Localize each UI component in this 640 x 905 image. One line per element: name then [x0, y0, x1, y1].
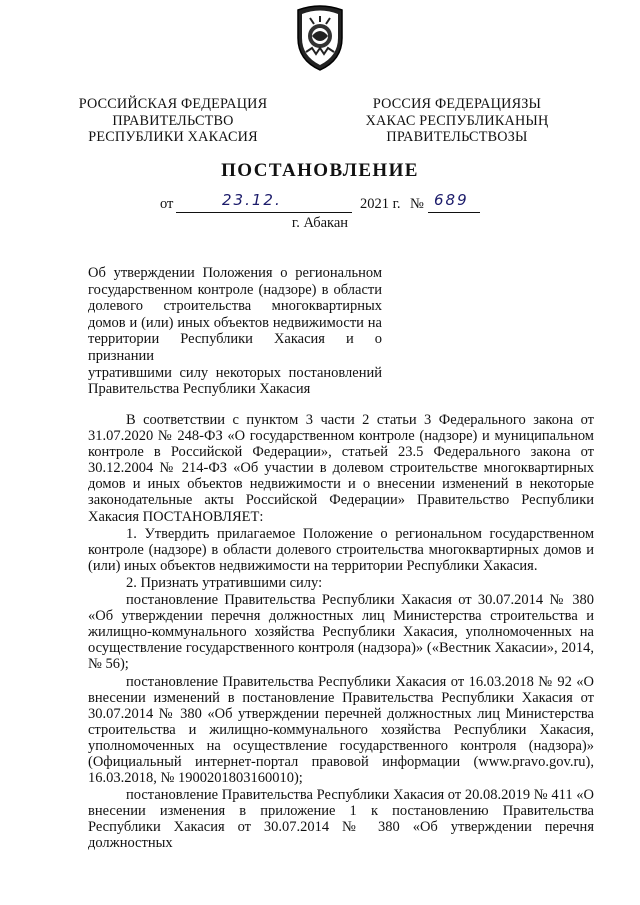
org-line: РОССИЯ ФЕДЕРАЦИЯЗЫ: [372, 96, 542, 112]
handwritten-number: 689: [434, 191, 469, 209]
city-label: г. Абакан: [291, 215, 349, 231]
body-paragraph: 2. Признать утратившими силу:: [126, 574, 323, 591]
subject-line: Правительства Республики Хакасия: [88, 381, 311, 398]
subject-line: Об утверждении Положения о региональном: [88, 265, 382, 281]
year-label: 2021 г.: [360, 196, 401, 212]
subject-line: долевого строительства многоквартирных: [88, 298, 382, 315]
body-paragraph: постановление Правительства Республики Хакасия от 20.08.2019 № 411 «О внесении изменения в приложение 1 к постановлению Правительства Республики Хакасия от 30.07.2014 № 380 «Об утверждении перечня должностных: [88, 787, 594, 852]
document-title: ПОСТАНОВЛЕНИЕ: [221, 160, 419, 181]
subject-line: домов и (или) иных объектов недвижимости на: [88, 314, 382, 331]
date-number-line: [160, 191, 490, 216]
document-subject: [88, 265, 382, 398]
body-paragraph: постановление Правительства Республики Хакасия от 16.03.2018 № 92 «О внесении изменений в постановление Правительства Республики Хакасия от 30.07.2014 № 380 «Об утверждении перечней должностных лиц Министерства строительства и жилищно-коммунального хозяйства Республики Хакасия, уполномоченных на осуществление государственного контроля (надзора)» (Официальный интернет-портал правовой информации (www.pravo.gov.ru), 16.03.2018, № 1900201803160010);: [88, 673, 594, 787]
body-paragraph: постановление Правительства Республики Хакасия от 30.07.2014 № 380 «Об утверждении перечня должностных лиц Министерства строительства и жилищно-коммунального хозяйства Республики Хакасия, уполномоченных на осуществление государственного контроля (надзора)» («Вестник Хакасии», 2014, № 56);: [88, 592, 594, 673]
org-line: РОССИЙСКАЯ ФЕДЕРАЦИЯ: [78, 96, 268, 112]
number-label: №: [410, 196, 424, 212]
body-paragraph: В соответствии с пунктом 3 части 2 статьи 3 Федерального закона от 31.07.2020 № 248-ФЗ «О государственном контроле (надзоре) и муниципальном контроле в Российской Федерации», статьей 23.5 Федерального закона от 30.12.2004 № 214-ФЗ «Об участии в долевом строительстве многоквартирных домов и иных объектов недвижимости и о внесении изменений в некоторые законодательные акты Российской Федерации» Правительство Республики Хакасия ПОСТАНОВЛЯЕТ:: [88, 412, 594, 525]
org-header-russian: [53, 96, 293, 146]
org-header-khakas: [337, 96, 577, 146]
subject-line: территории Республики Хакасия и о признании: [88, 331, 382, 364]
body-paragraph: 1. Утвердить прилагаемое Положение о региональном государственном контроле (надзоре) в области долевого строительства многоквартирных домов и (или) иных объектов недвижимости на территории Республики Хакасия.: [88, 525, 594, 574]
org-line: ХАКАС РЕСПУБЛИКАНЫҢ: [365, 112, 549, 129]
subject-line: утратившими силу некоторых постановлений: [88, 364, 382, 381]
org-line: ПРАВИТЕЛЬСТВО: [112, 112, 234, 129]
subject-line: государственном контроле (надзоре) в области: [88, 281, 382, 298]
org-line: ПРАВИТЕЛЬСТВОЗЫ: [386, 129, 528, 145]
coat-of-arms-icon: [292, 4, 348, 72]
handwritten-date: 23.12.: [222, 191, 282, 209]
org-line: РЕСПУБЛИКИ ХАКАСИЯ: [88, 129, 258, 145]
from-label: от: [160, 196, 174, 212]
document-body: [88, 412, 594, 852]
